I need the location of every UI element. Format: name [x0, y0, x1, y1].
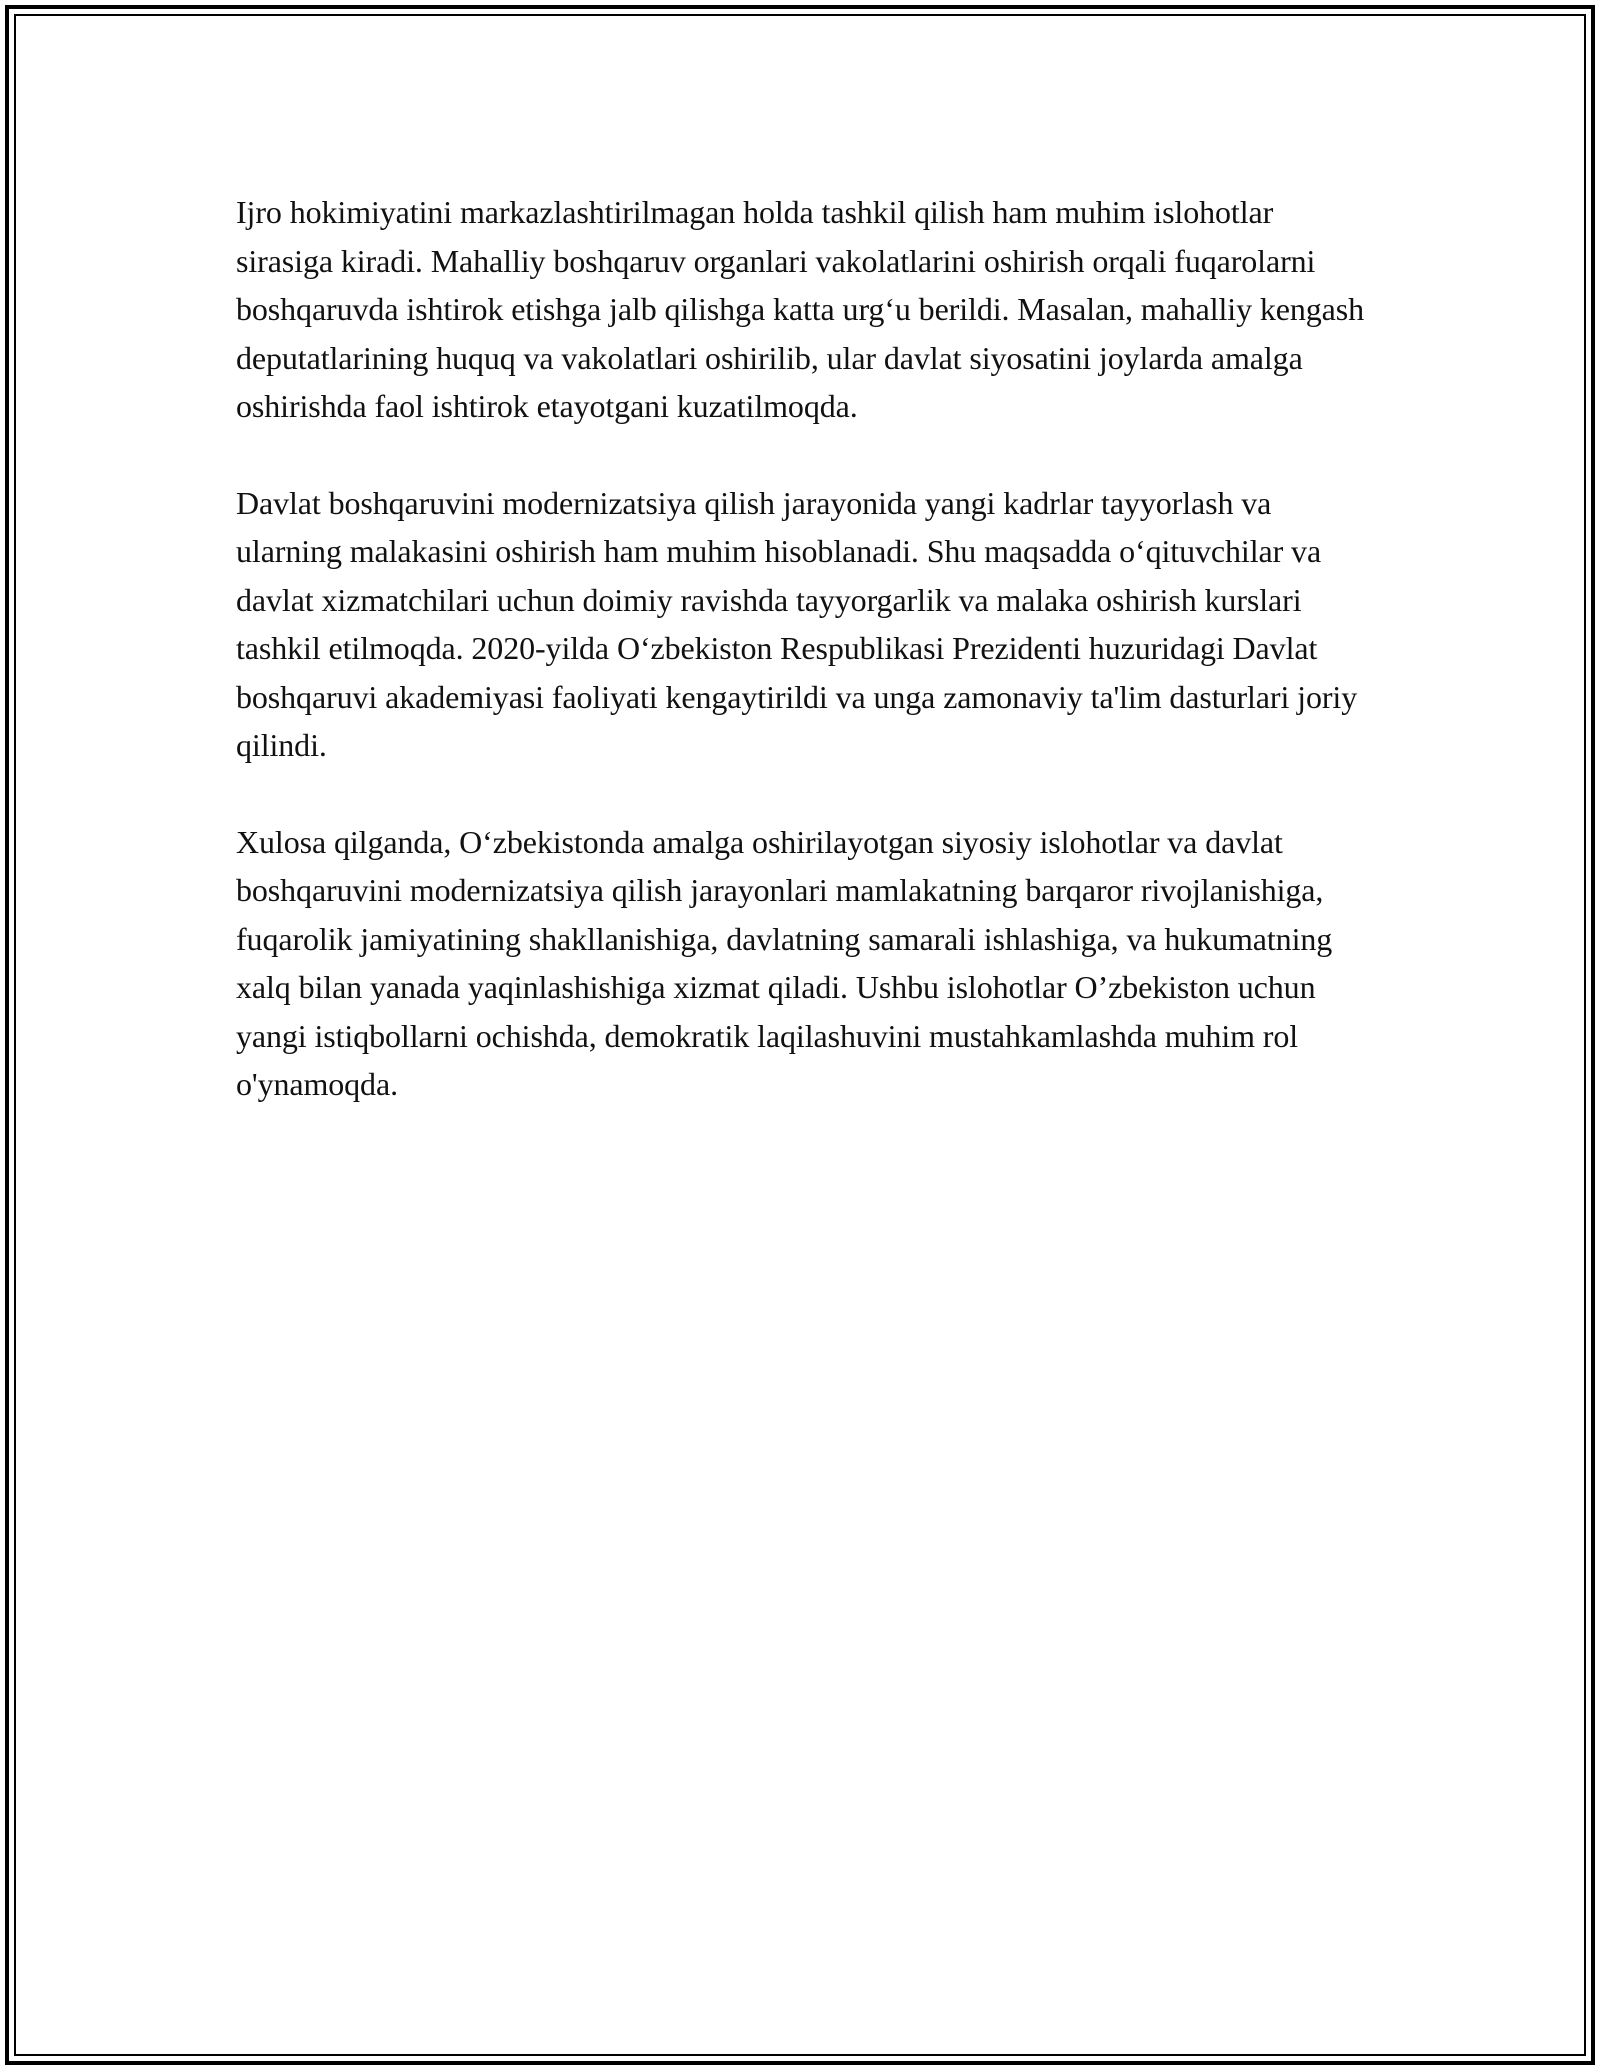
paragraph-personnel-training: Davlat boshqaruvini modernizatsiya qilish jarayonida yangi kadrlar tayyorlash va ularning malakasini oshirish ham muhim hisoblanadi. Shu maqsadda o‘qituvchilar va davlat xizmatchilari uchun doimiy ravishda tayyorgarlik va malaka oshirish kurslari tashkil etilmoqda. 2020-yilda O‘zbekiston Respublikasi Prezidenti huzuridagi Davlat boshqaruvi akademiyasi faoliyati kengaytirildi va unga zamonaviy ta'lim dasturlari joriy qilindi. [236, 484, 1358, 763]
document-body [236, 188, 1376, 1157]
paragraph-decentralization: Ijro hokimiyatini markazlashtirilmagan holda tashkil qilish ham muhim islohotlar sirasiga kiradi. Mahalliy boshqaruv organlari vakolatlarini oshirish orqali fuqarolarni boshqaruvda ishtirok etishga jalb qilishga katta urg‘u berildi. Masalan, mahalliy kengash deputatlarining huquq va vakolatlari oshirilib, ular davlat siyosatini joylarda amalga oshirishda faol ishtirok etayotgani kuzatilmoqda. [236, 194, 1365, 424]
paragraph-conclusion: Xulosa qilganda, O‘zbekistonda amalga oshirilayotgan siyosiy islohotlar va davlat boshqaruvini modernizatsiya qilish jarayonlari mamlakatning barqaror rivojlanishiga, fuqarolik jamiyatining shakllanishiga, davlatning samarali ishlashiga, va hukumatning xalq bilan yanada yaqinlashishiga xizmat qiladi. Ushbu islohotlar O’zbekiston uchun yangi istiqbollarni ochishda, demokratik laqilashuvini mustahkamlashda muhim rol o'ynamoqda. [236, 823, 1333, 1102]
